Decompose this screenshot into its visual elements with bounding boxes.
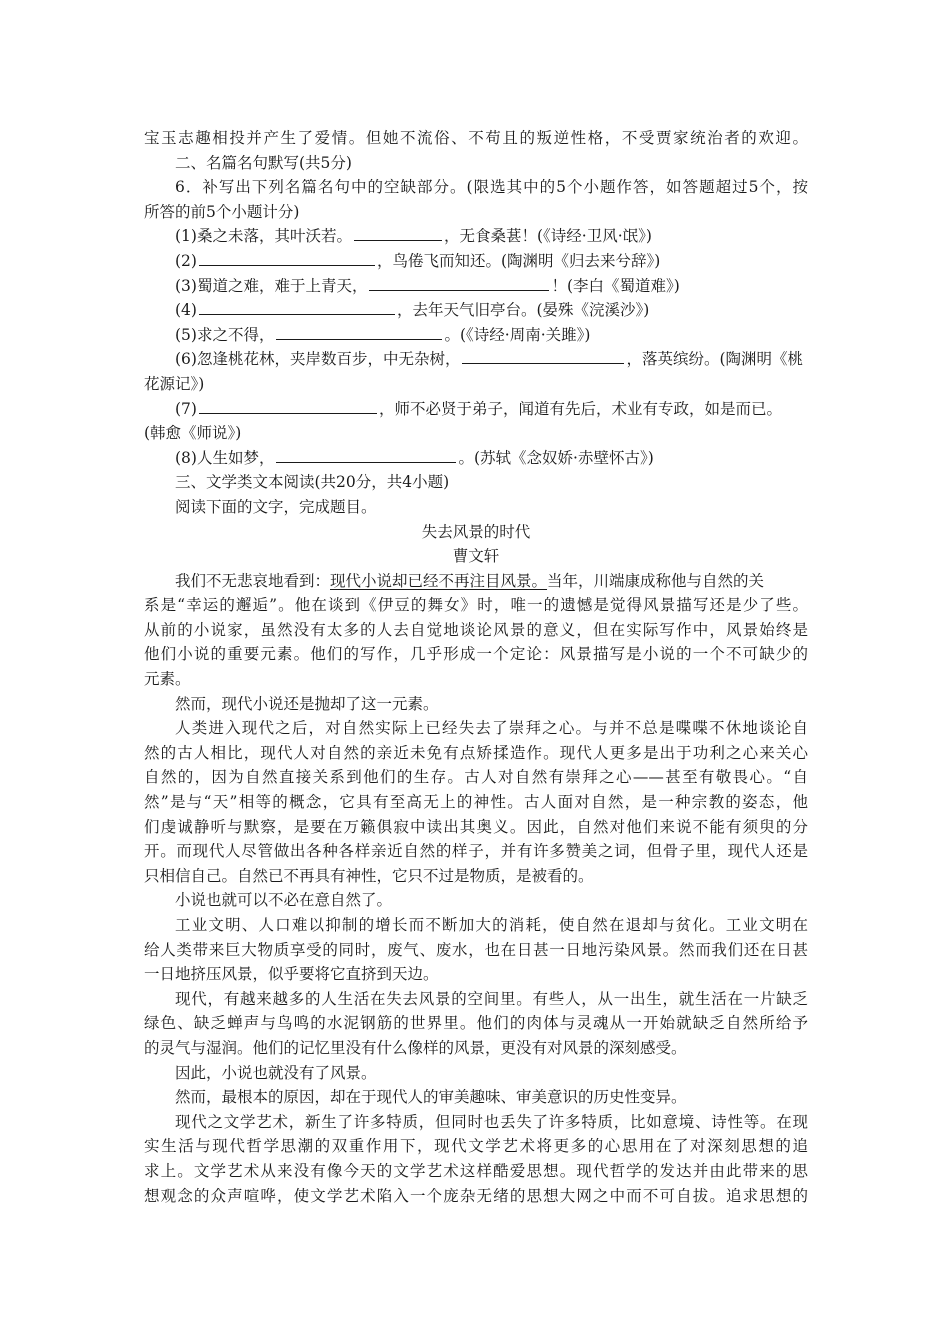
fill-item-3-post: ！(李白《蜀道难》) [551,276,680,295]
fill-blank-7[interactable] [199,397,377,414]
fill-item-2 [144,249,808,274]
p1-lead: 我们不无悲哀地看到： [175,571,331,590]
paragraph-9-line-4: 想观念的众声喧哗，使文学艺术陷入一个庞杂无绪的思想大网之中而不可自拔。追求思想的 [144,1186,808,1205]
fill-item-6-cont: 花源记》) [144,374,205,393]
fill-blank-5[interactable] [276,323,442,340]
fill-item-8-post: 。(苏轼《念奴娇·赤壁怀古》) [458,448,654,467]
carryover-line: 宝玉志趣相投并产生了爱情。但她不流俗、不苟且的叛逆性格，不受贾家统治者的欢迎。 [144,129,808,147]
fill-blank-8[interactable] [276,446,456,463]
paragraph-3-line-1: 人类进入现代之后，对自然实际上已经失去了崇拜之心。与并不总是喋喋不休地谈论自 [175,719,808,738]
fill-item-1 [144,224,808,249]
paragraph-3-line-4: 然”是与“天”相等的概念，它具有至高无上的神性。古人面对自然，是一种宗教的姿态，他 [144,793,808,812]
paragraph-6-line-3: 的灵气与湿润。他们的记忆里没有什么像样的风景，更没有对风景的深刻感受。 [144,1038,687,1057]
p1-underlined-sentence: 现代小说却已经不再注目风景。 [330,571,548,590]
q6-prompt-line2: 所答的前5个小题计分) [144,202,300,221]
fill-item-2-pre: (2) [175,251,197,270]
paragraph-3-line-5: 们虔诚静听与默察，是要在万籁俱寂中读出其奥义。因此，自然对他们来说不能有须臾的分 [144,817,808,836]
document-page [144,126,808,1208]
paragraph-3-line-6: 开。而现代人尽管做出各种各样亲近自然的样子，并有许多赞美之词，但骨子里，现代人还是 [144,842,808,861]
paragraph-2: 然而，现代小说还是抛却了这一元素。 [175,694,439,713]
paragraph-1-line-5: 元素。 [144,670,191,689]
paragraph-6-line-1: 现代，有越来越多的人生活在失去风景的空间里。有些人，从一出生，就生活在一片缺乏 [175,989,808,1008]
fill-item-3-pre: (3)蜀道之难，难于上青天， [175,276,368,295]
fill-item-1-post: ，无食桑葚！(《诗经·卫风·氓》) [443,227,652,246]
fill-item-7-cont: (韩愈《师说》) [144,424,242,443]
paragraph-3-line-2: 然的古人相比，现代人对自然的亲近未免有点矫揉造作。现代人更多是出于功利之心来关心 [144,743,808,762]
fill-item-8 [144,446,808,471]
fill-item-2-post: ，鸟倦飞而知还。(陶渊明《归去来兮辞》) [376,251,661,270]
paragraph-5-line-2: 给人类带来巨大物质享受的同时，废气、废水，也在日甚一日地污染风景。然而我们还在日甚 [144,940,808,959]
paragraph-3-line-7: 只相信自己。自然已不再具有神性，它只不过是物质，是被看的。 [144,866,594,885]
fill-item-4-pre: (4) [175,301,197,320]
paragraph-5-line-3: 一日地挤压风景，似乎要将它直挤到天边。 [144,965,439,984]
paragraph-8: 然而，最根本的原因，却在于现代人的审美趣味、审美意识的历史性变异。 [175,1088,687,1107]
paragraph-9-line-2: 实生活与现代哲学思潮的双重作用下，现代文学艺术将更多的心思用在了对深刻思想的追 [144,1137,808,1156]
section2-heading: 二、名篇名句默写(共5分) [175,153,352,172]
fill-item-8-pre: (8)人生如梦， [175,448,275,467]
paragraph-1-line-2: 系是“幸运的邂逅”。他在谈到《伊豆的舞女》时，唯一的遗憾是觉得风景描写还是少了些。 [144,596,808,615]
fill-blank-2[interactable] [199,249,375,266]
fill-blank-1[interactable] [354,224,442,241]
paragraph-9-line-3: 求上。文学艺术从来没有像今天的文学艺术这样酷爱思想。现代哲学的发达并由此带来的思 [144,1161,808,1180]
fill-item-6-pre: (6)忽逢桃花林，夹岸数百步，中无杂树， [175,350,461,369]
paragraph-1-line-1 [144,569,808,594]
paragraph-5-line-1: 工业文明、人口难以抑制的增长而不断加大的消耗，使自然在退却与贫化。工业文明在 [175,916,808,934]
paragraph-3-line-3: 自然的，因为自然直接关系到他们的生存。古人对自然有崇拜之心——甚至有敬畏心。“自 [144,768,808,787]
fill-item-3 [144,274,808,299]
fill-item-6 [144,347,808,372]
fill-item-6-post: ，落英缤纷。(陶渊明《桃 [626,350,804,369]
q6-prompt-line1: 6．补写出下列名篇名句中的空缺部分。(限选其中的5个小题作答，如答题超过5个，按 [175,178,808,197]
fill-item-7-post: ，师不必贤于弟子，闻道有先后，术业有专政，如是而已。 [378,399,782,418]
fill-blank-3[interactable] [369,274,549,291]
fill-item-5 [144,323,808,348]
paragraph-9-line-1: 现代之文学艺术，新生了许多特质，但同时也丢失了许多特质，比如意境、诗性等。在现 [175,1112,808,1131]
fill-item-4-post: ，去年天气旧亭台。(晏殊《浣溪沙》) [396,301,650,320]
p1-rest: 当年，川端康成称他与自然的关 [547,571,765,590]
fill-item-5-pre: (5)求之不得， [175,325,275,344]
fill-item-1-pre: (1)桑之未落，其叶沃若。 [175,227,352,246]
fill-blank-4[interactable] [199,298,395,315]
fill-item-7-pre: (7) [175,399,197,418]
fill-blank-6[interactable] [462,347,624,364]
section3-heading: 三、文学类文本阅读(共20分，共4小题) [175,473,450,492]
paragraph-6-line-2: 绿色、缺乏蝉声与鸟鸣的水泥钢筋的世界里。他们的肉体与灵魂从一开始就缺乏自然所给予 [144,1014,808,1033]
reading-instruction: 阅读下面的文字，完成题目。 [175,497,377,516]
fill-item-7 [144,397,808,422]
paragraph-1-line-4: 他们小说的重要元素。他们的写作，几乎形成一个定论：风景描写是小说的一个不可缺少的 [144,645,808,664]
article-title: 失去风景的时代 [421,522,531,541]
fill-item-5-post: 。(《诗经·周南·关雎》) [444,325,591,344]
article-author: 曹文轩 [452,547,500,566]
fill-item-4 [144,298,808,323]
paragraph-1-line-3: 从前的小说家，虽然没有太多的人去自觉地谈论风景的意义，但在实际写作中，风景始终是 [144,620,808,639]
paragraph-7: 因此，小说也就没有了风景。 [175,1063,377,1082]
paragraph-4: 小说也就可以不必在意自然了。 [175,891,393,910]
